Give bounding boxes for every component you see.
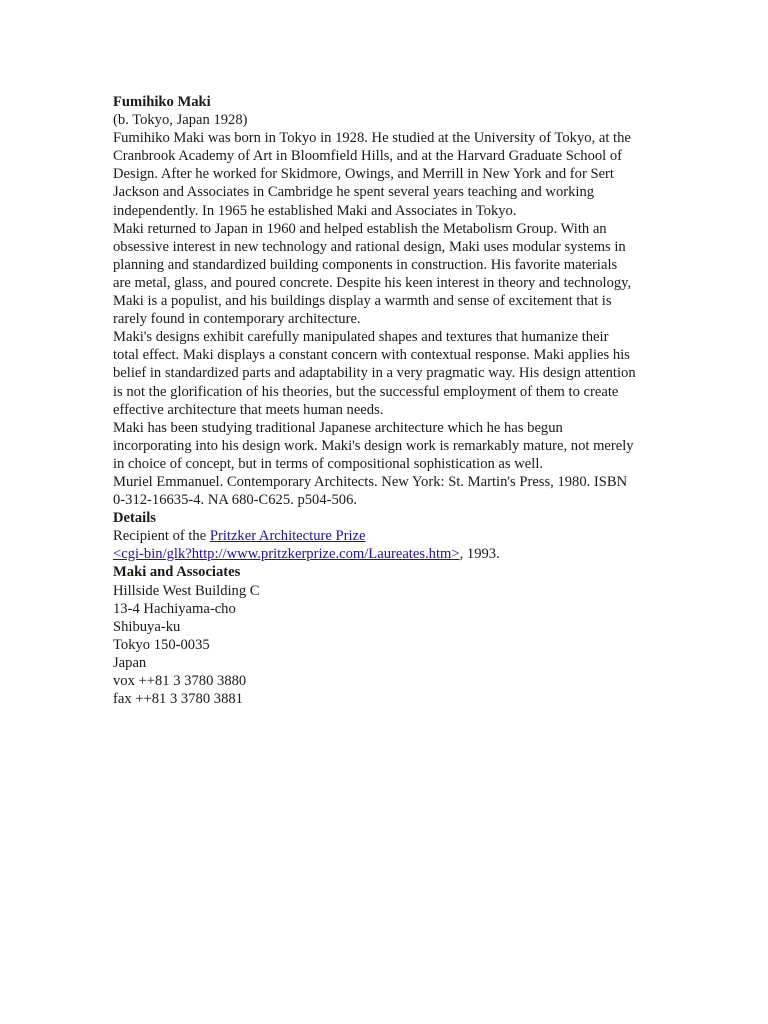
text-line: total effect. Maki displays a constant concern with contextual response. Maki applies his [113, 347, 630, 364]
address-line: Japan [113, 654, 147, 671]
address-line: Hillside West Building C [113, 582, 260, 599]
text-line: Maki returned to Japan in 1960 and helped establish the Metabolism Group. With an [113, 220, 607, 237]
text-line: Fumihiko Maki was born in Tokyo in 1928. He studied at the University of Tokyo, at the [113, 130, 631, 147]
text-line: 0-312-16635-4. NA 680-C625. p504-506. [113, 492, 358, 509]
address-line: Shibuya-ku [113, 618, 181, 635]
fax-line: fax ++81 3 3780 3881 [113, 691, 243, 708]
pritzker-prize-link[interactable]: Pritzker Architecture Prize [209, 528, 366, 545]
birth-info: (b. Tokyo, Japan 1928) [113, 112, 248, 129]
award-prefix: Recipient of the [113, 528, 210, 545]
pritzker-prize-url-link[interactable]: <cgi-bin/glk?http://www.pritzkerprize.com/Laureates.htm> [113, 546, 460, 563]
architect-name-heading: Fumihiko Maki [113, 94, 211, 110]
text-line: Maki has been studying traditional Japanese architecture which he has begun [113, 419, 563, 436]
biography-paragraph-2 [113, 220, 663, 329]
text-line: Design. After he worked for Skidmore, Owings, and Merrill in New York and for Sert [113, 166, 614, 183]
address-line: 13-4 Hachiyama-cho [113, 600, 236, 617]
text-line: Jackson and Associates in Cambridge he spent several years teaching and working [113, 184, 595, 201]
text-line: is not the glorification of his theories, but the successful employment of them to create [113, 383, 619, 400]
text-line: Maki's designs exhibit carefully manipulated shapes and textures that humanize their [113, 329, 609, 346]
citation [113, 473, 663, 509]
text-line: obsessive interest in new technology and rational design, Maki uses modular systems in [113, 238, 626, 255]
award-line [113, 527, 663, 545]
award-year: , 1993. [459, 546, 500, 563]
text-line: are metal, glass, and poured concrete. Despite his keen interest in theory and technology, [113, 274, 632, 291]
document-page [113, 93, 663, 708]
firm-address [113, 582, 663, 709]
text-line: belief in standardized parts and adaptability in a very pragmatic way. His design attention [113, 365, 636, 382]
text-line: in choice of concept, but in terms of compositional sophistication as well. [113, 455, 544, 472]
biography-paragraph-3 [113, 328, 663, 418]
address-line: Tokyo 150-0035 [113, 636, 210, 653]
phone-line: vox ++81 3 3780 3880 [113, 673, 247, 689]
award-line-continued [113, 545, 663, 563]
text-line: planning and standardized building components in construction. His favorite materials [113, 256, 618, 273]
text-line: rarely found in contemporary architecture. [113, 311, 361, 328]
biography-paragraph-4 [113, 419, 663, 473]
text-line: Muriel Emmanuel. Contemporary Architects. New York: St. Martin's Press, 1980. ISBN [113, 473, 628, 490]
text-line: effective architecture that meets human needs. [113, 401, 384, 418]
text-line: Maki is a populist, and his buildings display a warmth and sense of excitement that is [113, 293, 612, 310]
biography-paragraph-1 [113, 129, 663, 219]
text-line: incorporating into his design work. Maki's design work is remarkably mature, not merely [113, 437, 634, 454]
details-heading: Details [113, 510, 156, 527]
firm-name-heading: Maki and Associates [113, 564, 241, 581]
text-line: Cranbrook Academy of Art in Bloomfield Hills, and at the Harvard Graduate School of [113, 148, 623, 165]
text-line: independently. In 1965 he established Maki and Associates in Tokyo. [113, 202, 517, 219]
